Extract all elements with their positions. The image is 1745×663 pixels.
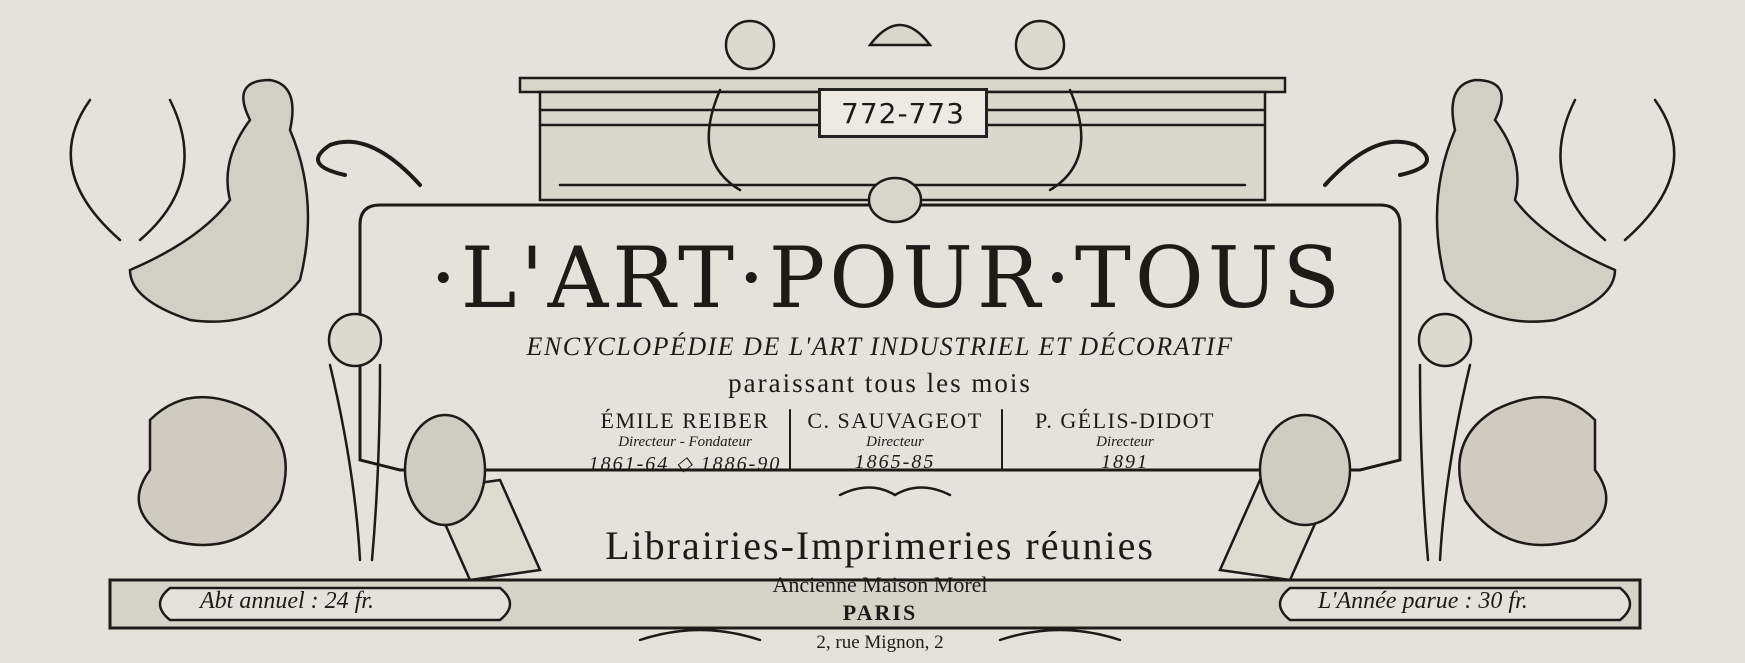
journal-title: ·L'ART·POUR·TOUS (430, 229, 1345, 327)
director-dates: 1865-85 (854, 451, 936, 473)
director-block-sauvageot (800, 408, 990, 474)
journal-subtitle: ENCYCLOPÉDIE DE L'ART INDUSTRIEL ET DÉCORATIF (526, 332, 1234, 361)
publication-frequency: paraissant tous les mois (728, 368, 1032, 398)
director-block-reiber (585, 408, 785, 476)
director-name: ÉMILE REIBER (600, 408, 770, 433)
director-dates: 1861-64 ◇ 1886-90 (588, 453, 782, 475)
director-role: Directeur (866, 434, 924, 450)
year-price-banner: L'Année parue : 30 fr. (1318, 588, 1528, 614)
director-role: Directeur (1096, 434, 1154, 450)
subscription-price-banner: Abt annuel : 24 fr. (200, 588, 374, 614)
director-name: C. SAUVAGEOT (807, 408, 983, 433)
director-block-gelis-didot (1010, 408, 1240, 474)
publisher-address: 2, rue Mignon, 2 (816, 632, 944, 653)
director-role: Directeur - Fondateur (618, 434, 752, 450)
issue-page-number: 772-773 (818, 88, 988, 138)
publisher-name: Librairies-Imprimeries réunies (605, 523, 1155, 568)
director-dates: 1891 (1101, 451, 1149, 473)
publisher-city: PARIS (842, 600, 918, 625)
director-name: P. GÉLIS-DIDOT (1035, 408, 1215, 433)
publisher-former-name: Ancienne Maison Morel (772, 572, 988, 597)
